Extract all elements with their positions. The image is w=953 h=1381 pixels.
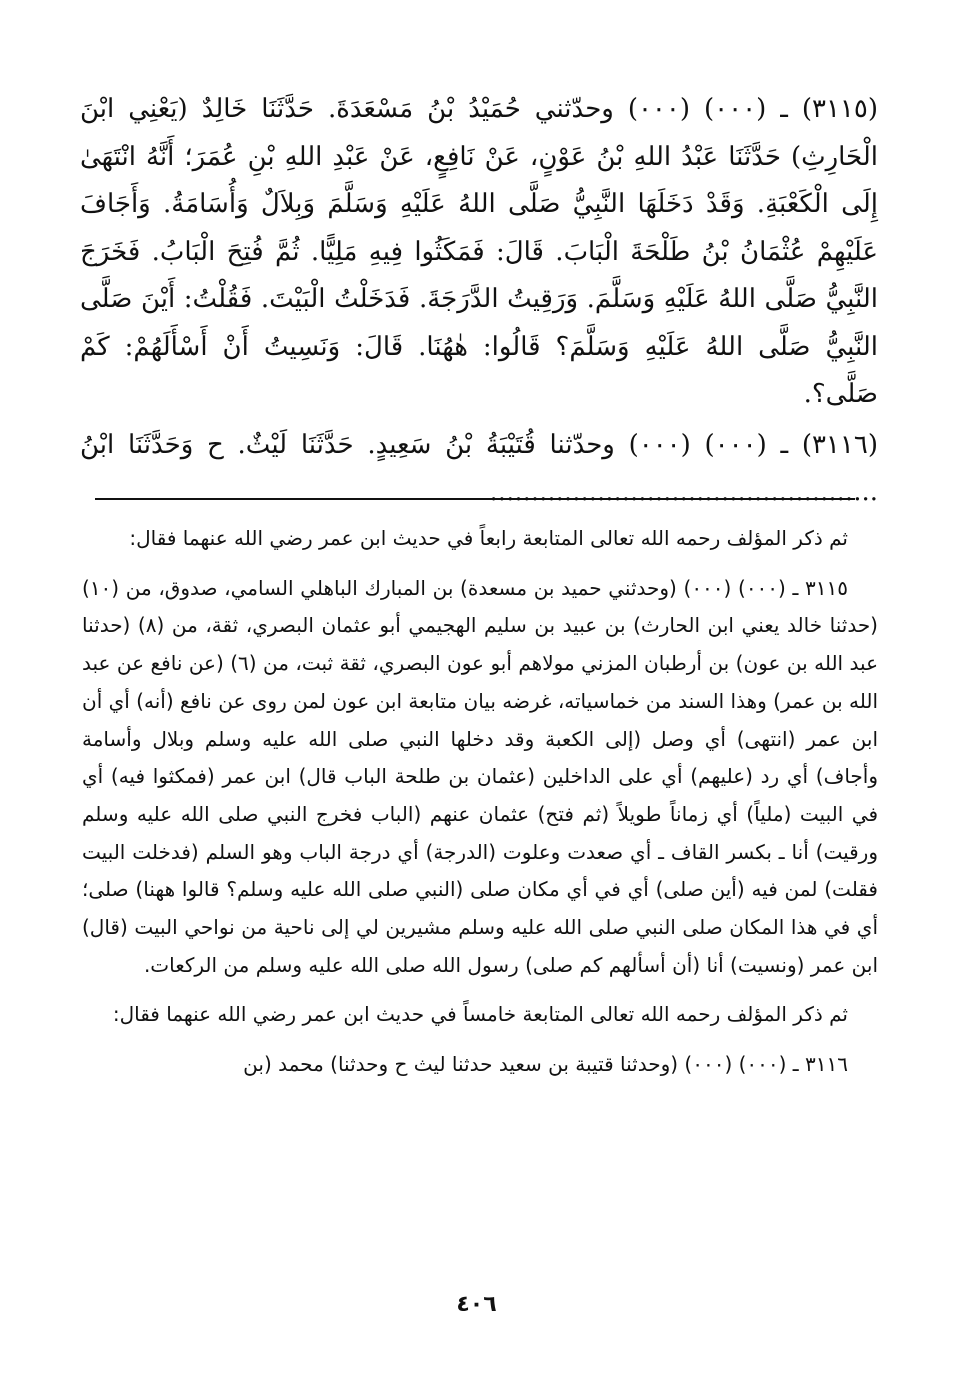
commentary-body-2: ٣١١٦ ـ (٠٠٠) (٠٠٠) (وحدثنا قتيبة بن سعيد حدثنا ليث ح وحدثنا) محمد (بن bbox=[243, 1052, 848, 1077]
commentary-body-1: ٣١١٥ ـ (٠٠٠) (٠٠٠) (وحدثني حميد بن مسعدة) بن المبارك الباهلي السامي، صدوق، من (١٠) (حدثنا خالد يعني ابن الحارث) بن عبيد بن سليم الهجيمي أبو عثمان البصري، ثقة، من (٨) (حدثنا عبد الله بن عون) بن أرطبان المزني مولاهم أبو عون البصري، ثقة ثبت، من (٦) (عن نافع عن عبد الله بن عمر) وهذا السند من خماسياته، غرضه بيان متابعة ابن عون لمن روى عن نافع (أنه) أي أن ابن عمر (انتهى) أي وصل (إلى الكعبة وقد دخلها النبي صلى الله عليه وسلم وبلال وأسامة وأجاف) أي رد (عليهم) أي على الداخلين (عثمان بن طلحة الباب قال) ابن عمر (فمكثوا فيه) أي في البيت (ملياً) أي زماناً طويلاً (ثم فتح) عثمان عنهم (الباب فخرج النبي صلى الله عليه وسلم ورقيت) أنا ـ بكسر القاف ـ أي صعدت وعلوت (الدرجة) أي درجة الباب وهو السلم (فدخلت البيت فقلت) لمن فيه (أين صلى) أي في أي مكان صلى (النبي صلى الله عليه وسلم؟ قالوا ههنا) صلى؛ أي في هذا المكان صلى النبي صلى الله عليه وسلم مشيرين لي إلى ناحية من نواحي البيت (قال) ابن عمر (ونسيت) أنا (أن أسألهم كم صلى) رسول الله صلى الله عليه وسلم من الركعات. bbox=[82, 575, 879, 977]
continuation-dots bbox=[490, 477, 878, 507]
hadith-text-block bbox=[80, 86, 878, 517]
commentary-block bbox=[82, 520, 878, 1084]
page-number: ٤٠٦ bbox=[456, 1292, 497, 1317]
commentary-intro-1: ثم ذكر المؤلف رحمه الله تعالى المتابعة رابعاً في حديث ابن عمر رضي الله عنهما فقال: bbox=[129, 526, 848, 550]
hadith-3115: (٣١١٥) ـ (٠٠٠) (٠٠٠) وحدّثني حُمَيْدُ بْنُ مَسْعَدَةَ. حَدَّثَنَا خَالِدٌ (يَعْنِي ابْنَ الْحَارِثِ) حَدَّثَنَا عَبْدُ اللهِ بْنُ عَوْنٍ، عَنْ نَافِعٍ، عَنْ عَبْدِ اللهِ بْنِ عُمَرَ؛ أَنَّهُ انْتَهَىٰ إِلَى الْكَعْبَةِ. وَقَدْ دَخَلَهَا النَّبِيُّ صَلَّى اللهُ عَلَيْهِ وَسَلَّمَ وَبِلاَلٌ وَأُسَامَةُ. وَأَجَافَ عَلَيْهِمْ عُثْمَانُ بْنُ طَلْحَةَ الْبَابَ. قَالَ: فَمَكَثُوا فِيهِ مَلِيًّا. ثُمَّ فُتِحَ الْبَابُ. فَخَرَجَ النَّبِيُّ صَلَّى اللهُ عَلَيْهِ وَسَلَّمَ. وَرَقِيتُ الدَّرَجَةَ. فَدَخَلْتُ الْبَيْتَ. فَقُلْتُ: أَيْنَ صَلَّى النَّبِيُّ صَلَّى اللهُ عَلَيْهِ وَسَلَّمَ؟ قَالُوا: هٰهُنَا. قَالَ: وَنَسِيتُ أَنْ أَسْأَلَهُمْ: كَمْ صَلَّى؟. bbox=[80, 94, 878, 409]
hadith-3116 bbox=[80, 422, 878, 517]
commentary-intro-2: ثم ذكر المؤلف رحمه الله تعالى المتابعة خامساً في حديث ابن عمر رضي الله عنهما فقال: bbox=[112, 1002, 848, 1027]
hadith-3116-text: (٣١١٦) ـ (٠٠٠) (٠٠٠) وحدّثنا قُتَيْبَةُ بْنُ سَعِيدٍ. حَدَّثَنَا لَيْثٌ. ح وَحَدَّثَنَا ابْنُ bbox=[80, 429, 878, 460]
footnote-separator bbox=[95, 498, 855, 500]
